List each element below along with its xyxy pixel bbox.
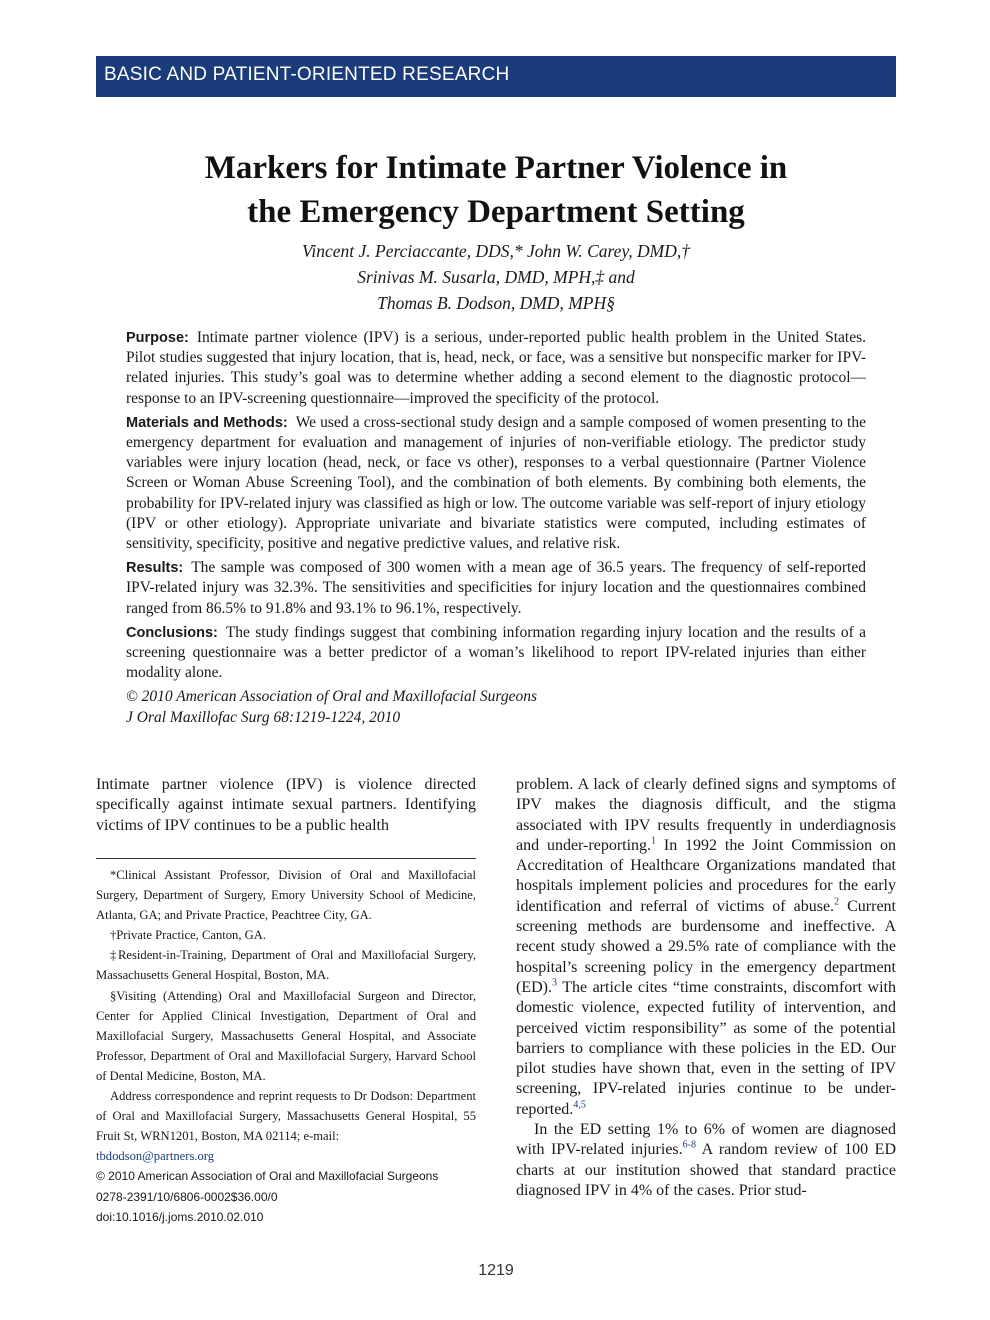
body-p2-part-a: In the ED setting 1% to 6% of women are diagnosed with IPV-related injuries. [516, 1121, 896, 1159]
conclusions-text: The study findings suggest that combining information regarding injury location and the results of a screening questionnaire was a better predictor of a woman’s likelihood to report IPV-related injuries than either modality alone. [126, 623, 866, 682]
title-line-1: Markers for Intimate Partner Violence in [204, 150, 788, 186]
abstract [126, 328, 866, 728]
reference-2[interactable]: 2 [834, 896, 840, 908]
footnote-correspondence: Address correspondence and reprint requests to Dr Dodson: Department of Oral and Maxillofacial Surgery, Massachusetts General Hospital, 55 Fruit St, WRN1201, Boston, MA 02114; e-mail: [96, 1089, 476, 1144]
reference-3[interactable]: 3 [551, 977, 557, 989]
abstract-copyright: © 2010 American Association of Oral and Maxillofacial Surgeons [126, 688, 538, 706]
abstract-methods [126, 413, 866, 554]
body-p1-part-d: The article cites “time constraints, discomfort with domestic violence, expected futility of intervention, and perceived victim responsibility” as some of the potential barriers to compliance with these policies in the ED. Our pilot studies have shown that, even in the setting of IPV screening, IPV-related injuries continue to be under-reported. [516, 978, 896, 1118]
author-list [96, 238, 896, 316]
methods-text: We used a cross-sectional study design and a sample composed of women presenting to the emergency department for evaluation and management of injuries of non-verifiable etiology. The predictor study variables were injury location (head, neck, or face vs other), responses to a verbal questionnaire (Partner Violence Screen or Woman Abuse Screening Tool), and the combination of both elements. By combining both elements, the probability for IPV-related injury was classified as high or low. The outcome variable was self-report of injury etiology (IPV or other etiology). Appropriate univariate and bivariate statistics were computed, including estimates of sensitivity, specificity, positive and negative predictive values, and relative risk. [126, 413, 866, 553]
email-link[interactable]: tbdodson@partners.org [96, 1149, 215, 1164]
reference-1[interactable]: 1 [651, 835, 657, 847]
abstract-purpose [126, 328, 866, 409]
reference-4-5[interactable]: 4,5 [573, 1099, 586, 1111]
body-p1-part-b: In 1992 the Joint Commission on Accreditation of Healthcare Organizations mandated that hospitals implement policies and procedures for the early identification and referral of victims of abuse. [516, 836, 896, 915]
results-text: The sample was composed of 300 women with a mean age of 36.5 years. The frequency of self-reported IPV-related injury was 32.3%. The sensitivities and specificities for injury location and the questionnaires combined ranged from 86.5% to 91.8% and 93.1% to 96.1%, respectively. [126, 559, 866, 617]
body-column-right [516, 775, 896, 1201]
reference-6-8[interactable]: 6-8 [682, 1140, 696, 1152]
title-line-2: the Emergency Department Setting [247, 194, 745, 230]
footnote-author-1: *Clinical Assistant Professor, Division of Oral and Maxillofacial Surgery, Department of Surgery, Emory University School of Medicine, Atlanta, GA; and Private Practice, Peachtree City, GA. [96, 868, 476, 923]
footnote-divider [96, 858, 476, 859]
purpose-text: Intimate partner violence (IPV) is a serious, under-reported public health problem in the United States. Pilot studies suggested that injury location, that is, head, neck, or face, was a sensitive but nonspecific marker for IPV-related injuries. This study’s goal was to determine whether adding a second element to the diagnostic protocol—response to an IPV-screening questionnaire—improved the specificity of the protocol. [126, 329, 866, 407]
body-p2-part-b: A random review of 100 ED charts at our institution showed that standard practice diagnosed IPV in 4% of the cases. Prior stud- [516, 1141, 896, 1199]
journal-citation: J Oral Maxillofac Surg 68:1219-1224, 2010 [126, 708, 401, 726]
body-paragraph-2 [516, 1120, 896, 1201]
footnote-author-4: §Visiting (Attending) Oral and Maxillofacial Surgeon and Director, Center for Applied Clinical Investigation, Department of Oral and Maxillofacial Surgery, Massachusetts General Hospital, and Associate Professor, Department of Oral and Maxillofacial Surgery, Harvard School of Dental Medicine, Boston, MA. [96, 988, 476, 1083]
page-number: 1219 [478, 1262, 514, 1279]
authors-line-2: Srinivas M. Susarla, DMD, MPH,‡ and [357, 267, 635, 287]
body-p1-part-c: Current screening methods are burdensome and ineffective. A recent study showed a 29.5% rate of compliance with the hospital’s screening policy in the emergency department (ED). [516, 897, 897, 996]
methods-label: Materials and Methods: [126, 414, 288, 431]
results-label: Results: [126, 560, 184, 577]
abstract-results [126, 558, 866, 619]
purpose-label: Purpose: [126, 330, 189, 346]
body-paragraph-1 [516, 775, 896, 1120]
footnote-issn: 0278-2391/10/6806-0002$36.00/0 [96, 1189, 278, 1204]
footnotes [96, 865, 476, 1227]
intro-paragraph: Intimate partner violence (IPV) is violence directed specifically against intimate sexual partners. Identifying victims of IPV continues to be a public health [96, 776, 476, 834]
authors-line-1: Vincent J. Perciaccante, DDS,* John W. Carey, DMD,† [302, 241, 690, 261]
footnote-author-2: †Private Practice, Canton, GA. [110, 928, 266, 943]
footnote-author-3: ‡Resident-in-Training, Department of Oral and Maxillofacial Surgery, Massachusetts General Hospital, Boston, MA. [96, 948, 476, 983]
authors-line-3: Thomas B. Dodson, DMD, MPH§ [377, 293, 615, 313]
conclusions-label: Conclusions: [126, 624, 218, 641]
body-p1-part-a: problem. A lack of clearly defined signs and symptoms of IPV makes the diagnosis difficult, and the stigma associated with IPV results frequently in underdiagnosis and under-reporting. [516, 776, 896, 854]
footnote-copyright: © 2010 American Association of Oral and Maxillofacial Surgeons [96, 1169, 439, 1184]
section-banner: BASIC AND PATIENT-ORIENTED RESEARCH [96, 56, 896, 97]
body-column-left [96, 775, 476, 836]
footnote-doi: doi:10.1016/j.joms.2010.02.010 [96, 1209, 264, 1224]
abstract-conclusions [126, 623, 866, 684]
article-title [96, 146, 896, 234]
